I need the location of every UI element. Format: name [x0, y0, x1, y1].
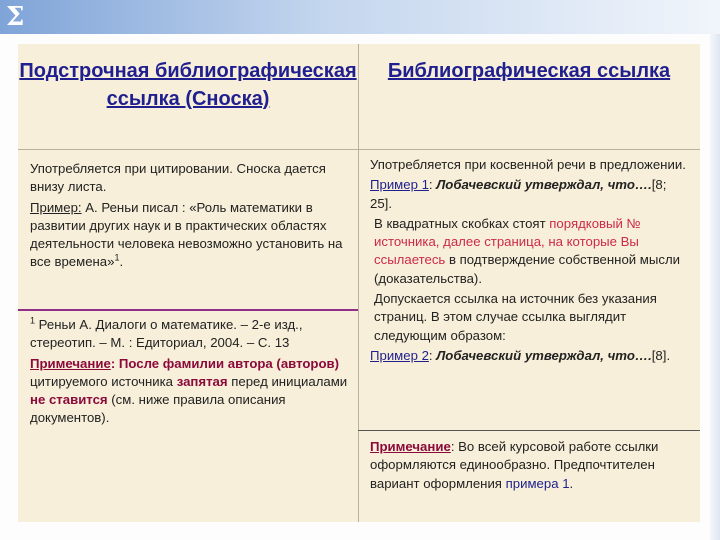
left-example-end: . — [119, 254, 124, 270]
left-note — [30, 355, 350, 428]
left-footnote-sup: 1 — [30, 315, 36, 326]
right-ex1-colon: : — [428, 177, 437, 193]
left-note-bold1: После фамилии автора (авторов) — [118, 355, 340, 371]
table-header-row — [18, 44, 700, 150]
left-separator — [18, 309, 358, 311]
slide-topbar — [0, 0, 720, 34]
right-note-text: : Во всей курсовой работе ссылки оформляются единообразно. Предпочтителен вариант оформления — [370, 439, 659, 491]
right-ex1-label: Пример 1 — [370, 177, 429, 193]
right-note-link: примера 1 — [505, 475, 570, 491]
right-note-end: . — [569, 475, 574, 491]
right-note-label: Примечание — [370, 439, 451, 454]
left-usage-cell — [30, 160, 350, 274]
header-bibliographic-reference: Библиографическая ссылка — [387, 60, 671, 82]
left-note-bold3: не ставится — [30, 392, 108, 408]
right-separator — [358, 430, 700, 431]
left-note-mid1: цитируемого источника — [30, 373, 177, 389]
left-footnote-cell — [30, 316, 350, 430]
left-example — [30, 199, 350, 272]
right-brackets-a: В квадратных скобках стоят — [374, 215, 550, 231]
left-note-colon: : — [110, 355, 119, 371]
sigma-icon: Σ — [6, 2, 25, 32]
left-example-label: Пример: — [30, 199, 82, 215]
right-ex2-ref: [8] — [651, 347, 667, 363]
comparison-table — [18, 44, 700, 522]
right-ex1-text: Лобачевский утверждал, что…. — [436, 177, 652, 193]
left-example-sup: 1 — [114, 253, 120, 264]
right-ex1-ref: [8; 25] — [370, 177, 667, 211]
right-example-2 — [370, 347, 692, 365]
column-divider — [358, 44, 359, 522]
right-ex2-end: . — [666, 347, 671, 363]
right-ex2-label: Пример 2 — [370, 347, 429, 363]
right-brackets-c: в подтверждение собственной мысли (доказательства). — [374, 252, 681, 286]
right-usage-cell — [370, 156, 692, 367]
right-ex1-end: . — [388, 195, 393, 211]
slide-right-edge — [710, 34, 720, 540]
left-note-label: Примечание — [30, 355, 111, 371]
right-example-1 — [370, 176, 692, 213]
left-footnote — [30, 316, 350, 353]
right-ex2-colon: : — [428, 347, 437, 363]
right-brackets-text — [370, 215, 692, 288]
right-note-cell — [370, 438, 692, 495]
left-footnote-text: Реньи А. Диалоги о математике. – 2-е изд., стереотип. – М. : Едиториал, 2004. – С. 13 — [30, 317, 303, 351]
right-ex2-text: Лобачевский утверждал, что…. — [436, 347, 652, 363]
right-brackets-b: порядковый № источника, далее страница, на которые Вы ссылаетесь — [374, 215, 641, 268]
left-usage-text: Употребляется при цитировании. Сноска дается внизу листа. — [30, 161, 326, 195]
right-note — [370, 438, 692, 493]
header-footnote-reference: Подстрочная библиографическая ссылка (Сноска) — [19, 60, 357, 110]
right-usage-text: Употребляется при косвенной речи в предложении. — [370, 157, 686, 172]
left-note-end: (см. ниже правила описания документов). — [30, 392, 286, 426]
left-example-text: А. Реньи писал : «Роль математики в развитии других наук и в практических областях деятельности человека невозможно установить на все времена» — [30, 199, 343, 270]
right-allowed-text: Допускается ссылка на источник без указания страниц. В этом случае ссылка выглядит следующим образом: — [374, 291, 657, 343]
left-note-mid2: перед инициалами — [227, 373, 348, 389]
left-note-bold2: запятая — [176, 373, 228, 389]
